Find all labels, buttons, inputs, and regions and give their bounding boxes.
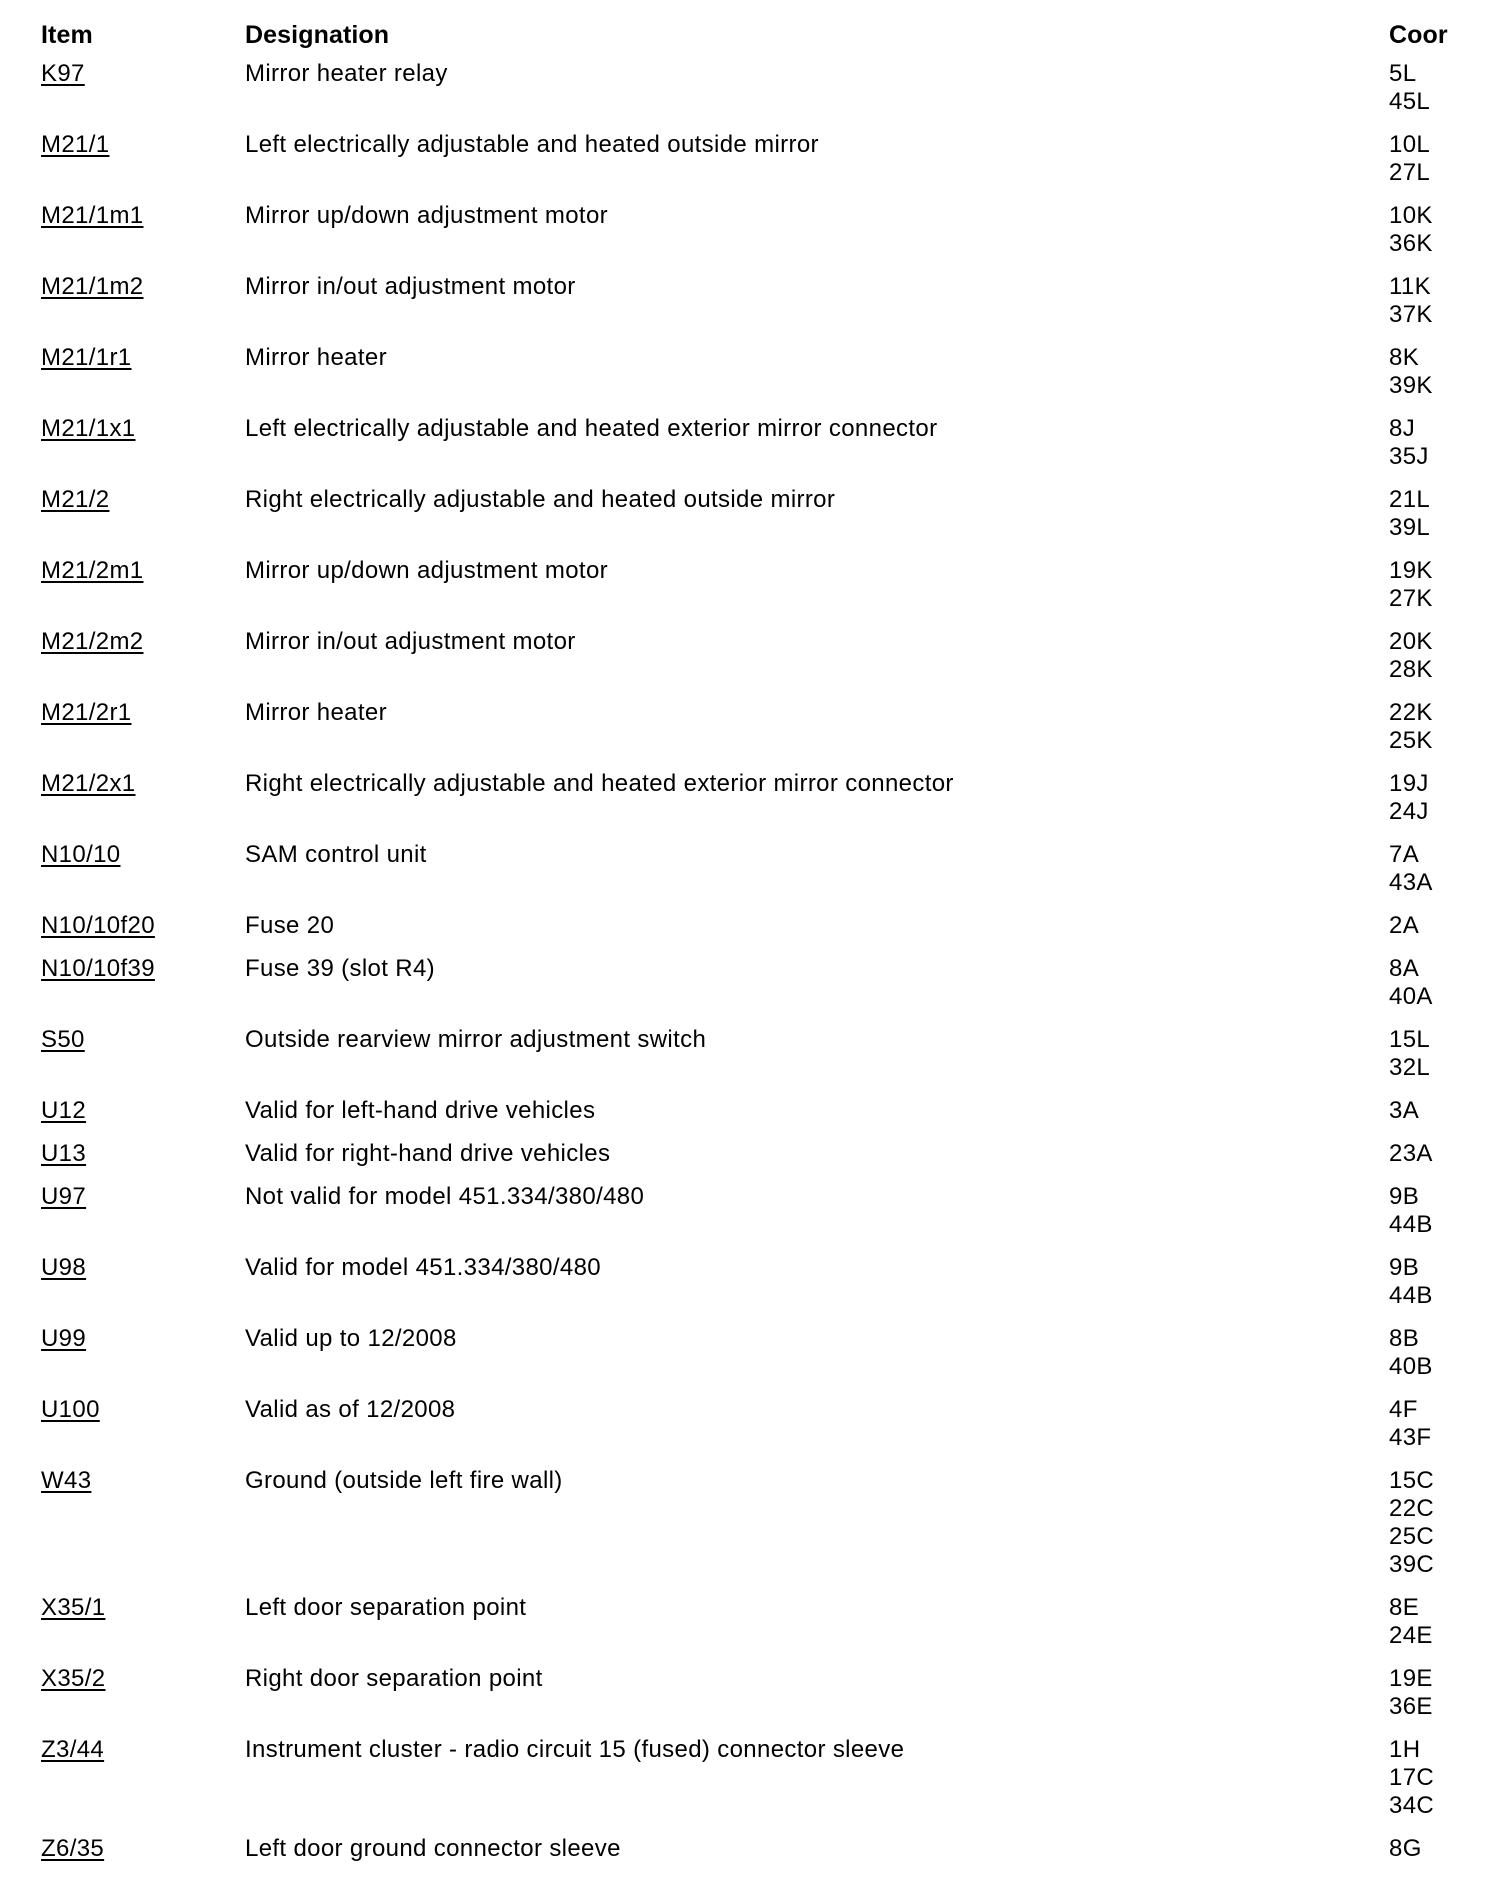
coor-cell	[1389, 486, 1489, 542]
designation-text: Fuse 20	[245, 912, 335, 939]
coor-value: 25C	[1389, 1523, 1435, 1550]
coor-value: 39C	[1389, 1551, 1435, 1578]
coor-value: 40B	[1389, 1353, 1433, 1380]
coor-value: 35J	[1389, 443, 1429, 470]
coor-value: 5L	[1389, 60, 1417, 87]
designation-text: Right electrically adjustable and heated exterior mirror connector	[245, 770, 954, 797]
designation-text: Mirror heater relay	[245, 60, 448, 87]
item-link[interactable]: M21/1r1	[41, 344, 132, 371]
item-link[interactable]: M21/2m2	[41, 628, 144, 655]
coor-cell	[1389, 1097, 1489, 1125]
designation-text: Valid for left-hand drive vehicles	[245, 1097, 596, 1124]
designation-text: Not valid for model 451.334/380/480	[245, 1183, 645, 1210]
item-link[interactable]: M21/1m2	[41, 273, 144, 300]
item-link[interactable]: W43	[41, 1467, 92, 1494]
item-link[interactable]: M21/1	[41, 131, 110, 158]
coor-cell	[1389, 1026, 1489, 1082]
coor-value: 15L	[1389, 1026, 1431, 1053]
item-link[interactable]: U12	[41, 1097, 87, 1124]
designation-text: Mirror in/out adjustment motor	[245, 273, 576, 300]
coor-value: 8A	[1389, 955, 1420, 982]
table-row	[0, 841, 1504, 912]
table-row	[0, 344, 1504, 415]
item-link[interactable]: K97	[41, 60, 85, 87]
coor-cell	[1389, 770, 1489, 826]
table-row	[0, 131, 1504, 202]
header-designation: Designation	[245, 21, 390, 49]
coor-value: 36E	[1389, 1693, 1433, 1720]
table-row	[0, 60, 1504, 131]
coor-cell	[1389, 1594, 1489, 1650]
coor-value: 23A	[1389, 1140, 1433, 1167]
designation-text: SAM control unit	[245, 841, 427, 868]
table-row	[0, 770, 1504, 841]
coor-cell	[1389, 60, 1489, 116]
coor-cell	[1389, 1325, 1489, 1381]
item-link[interactable]: U97	[41, 1183, 87, 1210]
coor-value: 20K	[1389, 628, 1433, 655]
table-row	[0, 912, 1504, 955]
item-link[interactable]: X35/1	[41, 1594, 106, 1621]
coor-value: 43F	[1389, 1424, 1432, 1451]
coor-cell	[1389, 955, 1489, 1011]
item-link[interactable]: M21/2m1	[41, 557, 144, 584]
designation-text: Left door separation point	[245, 1594, 527, 1621]
designation-text: Valid for model 451.334/380/480	[245, 1254, 601, 1281]
coor-cell	[1389, 344, 1489, 400]
item-link[interactable]: U100	[41, 1396, 100, 1423]
coor-value: 8B	[1389, 1325, 1420, 1352]
coor-value: 39L	[1389, 514, 1431, 541]
table-row	[0, 1183, 1504, 1254]
coor-value: 8K	[1389, 344, 1420, 371]
coor-value: 24E	[1389, 1622, 1433, 1649]
coor-cell	[1389, 1835, 1489, 1863]
table-row	[0, 557, 1504, 628]
designation-text: Mirror in/out adjustment motor	[245, 628, 576, 655]
table-row	[0, 628, 1504, 699]
coor-cell	[1389, 912, 1489, 940]
table-row	[0, 415, 1504, 486]
coor-cell	[1389, 273, 1489, 329]
coor-value: 22C	[1389, 1495, 1435, 1522]
coor-value: 32L	[1389, 1054, 1431, 1081]
coor-value: 9B	[1389, 1254, 1420, 1281]
coor-value: 44B	[1389, 1211, 1433, 1238]
table-row	[0, 1665, 1504, 1736]
item-link[interactable]: S50	[41, 1026, 85, 1053]
designation-text: Valid up to 12/2008	[245, 1325, 457, 1352]
table-row	[0, 1140, 1504, 1183]
coor-value: 1H	[1389, 1736, 1421, 1763]
coor-value: 37K	[1389, 301, 1433, 328]
coor-value: 21L	[1389, 486, 1431, 513]
item-link[interactable]: U13	[41, 1140, 87, 1167]
designation-text: Mirror heater	[245, 344, 387, 371]
coor-value: 43A	[1389, 869, 1433, 896]
coor-cell	[1389, 131, 1489, 187]
coor-cell	[1389, 1140, 1489, 1168]
coor-value: 8G	[1389, 1835, 1422, 1862]
table-row	[0, 273, 1504, 344]
item-link[interactable]: M21/2	[41, 486, 110, 513]
coor-value: 19K	[1389, 557, 1433, 584]
coor-value: 24J	[1389, 798, 1429, 825]
table-row	[0, 1396, 1504, 1467]
coor-cell	[1389, 557, 1489, 613]
coor-value: 15C	[1389, 1467, 1435, 1494]
table-row	[0, 1835, 1504, 1878]
coor-cell	[1389, 1254, 1489, 1310]
coor-value: 10K	[1389, 202, 1433, 229]
coor-value: 2A	[1389, 912, 1420, 939]
item-link[interactable]: M21/1x1	[41, 415, 136, 442]
designation-text: Left electrically adjustable and heated outside mirror	[245, 131, 819, 158]
table-row	[0, 486, 1504, 557]
item-link[interactable]: U98	[41, 1254, 87, 1281]
coor-value: 36K	[1389, 230, 1433, 257]
item-link[interactable]: Z3/44	[41, 1736, 105, 1763]
coor-cell	[1389, 1736, 1489, 1820]
item-link[interactable]: M21/2r1	[41, 699, 132, 726]
table-row	[0, 1736, 1504, 1835]
coor-cell	[1389, 202, 1489, 258]
designation-text: Right electrically adjustable and heated outside mirror	[245, 486, 836, 513]
table-row	[0, 1467, 1504, 1594]
designation-text: Valid for right-hand drive vehicles	[245, 1140, 611, 1167]
designation-text: Ground (outside left fire wall)	[245, 1467, 563, 1494]
coor-value: 17C	[1389, 1764, 1435, 1791]
coor-value: 11K	[1389, 273, 1431, 300]
designation-text: Fuse 39 (slot R4)	[245, 955, 436, 982]
designation-text: Valid as of 12/2008	[245, 1396, 456, 1423]
item-link[interactable]: X35/2	[41, 1665, 106, 1692]
coor-value: 7A	[1389, 841, 1420, 868]
table-row	[0, 1594, 1504, 1665]
coor-value: 34C	[1389, 1792, 1435, 1819]
table-row	[0, 955, 1504, 1026]
item-link[interactable]: N10/10f39	[41, 955, 155, 982]
designation-text: Left electrically adjustable and heated exterior mirror connector	[245, 415, 938, 442]
coor-value: 40A	[1389, 983, 1433, 1010]
item-link[interactable]: N10/10f20	[41, 912, 155, 939]
coor-cell	[1389, 841, 1489, 897]
designation-text: Left door ground connector sleeve	[245, 1835, 621, 1862]
coor-cell	[1389, 628, 1489, 684]
item-link[interactable]: N10/10	[41, 841, 121, 868]
designation-text: Mirror heater	[245, 699, 387, 726]
table-row	[0, 1254, 1504, 1325]
coor-value: 19E	[1389, 1665, 1433, 1692]
coor-value: 10L	[1389, 131, 1431, 158]
designation-text: Right door separation point	[245, 1665, 543, 1692]
coor-value: 3A	[1389, 1097, 1420, 1124]
table-row	[0, 1325, 1504, 1396]
header-coor: Coor	[1389, 21, 1448, 49]
coor-cell	[1389, 415, 1489, 471]
table-body	[0, 60, 1504, 1878]
coor-value: 22K	[1389, 699, 1433, 726]
coor-value: 45L	[1389, 88, 1431, 115]
coor-value: 8E	[1389, 1594, 1420, 1621]
coor-value: 4F	[1389, 1396, 1418, 1423]
coor-value: 39K	[1389, 372, 1433, 399]
table-row	[0, 699, 1504, 770]
table-row	[0, 1026, 1504, 1097]
table-row	[0, 202, 1504, 273]
designation-text: Mirror up/down adjustment motor	[245, 202, 608, 229]
item-link[interactable]: Z6/35	[41, 1835, 105, 1862]
coor-cell	[1389, 1183, 1489, 1239]
table-row	[0, 1097, 1504, 1140]
designation-text: Mirror up/down adjustment motor	[245, 557, 608, 584]
designation-text: Outside rearview mirror adjustment switch	[245, 1026, 707, 1053]
coor-value: 25K	[1389, 727, 1433, 754]
coor-value: 9B	[1389, 1183, 1420, 1210]
coor-cell	[1389, 1665, 1489, 1721]
item-link[interactable]: M21/2x1	[41, 770, 136, 797]
designation-text: Instrument cluster - radio circuit 15 (fused) connector sleeve	[245, 1736, 905, 1763]
header-item: Item	[41, 21, 93, 49]
coor-value: 28K	[1389, 656, 1433, 683]
coor-value: 8J	[1389, 415, 1416, 442]
coor-cell	[1389, 1467, 1489, 1579]
item-link[interactable]: U99	[41, 1325, 87, 1352]
coor-cell	[1389, 1396, 1489, 1452]
coor-cell	[1389, 699, 1489, 755]
coor-value: 19J	[1389, 770, 1429, 797]
coor-value: 44B	[1389, 1282, 1433, 1309]
coor-value: 27K	[1389, 585, 1433, 612]
item-link[interactable]: M21/1m1	[41, 202, 144, 229]
coor-value: 27L	[1389, 159, 1431, 186]
